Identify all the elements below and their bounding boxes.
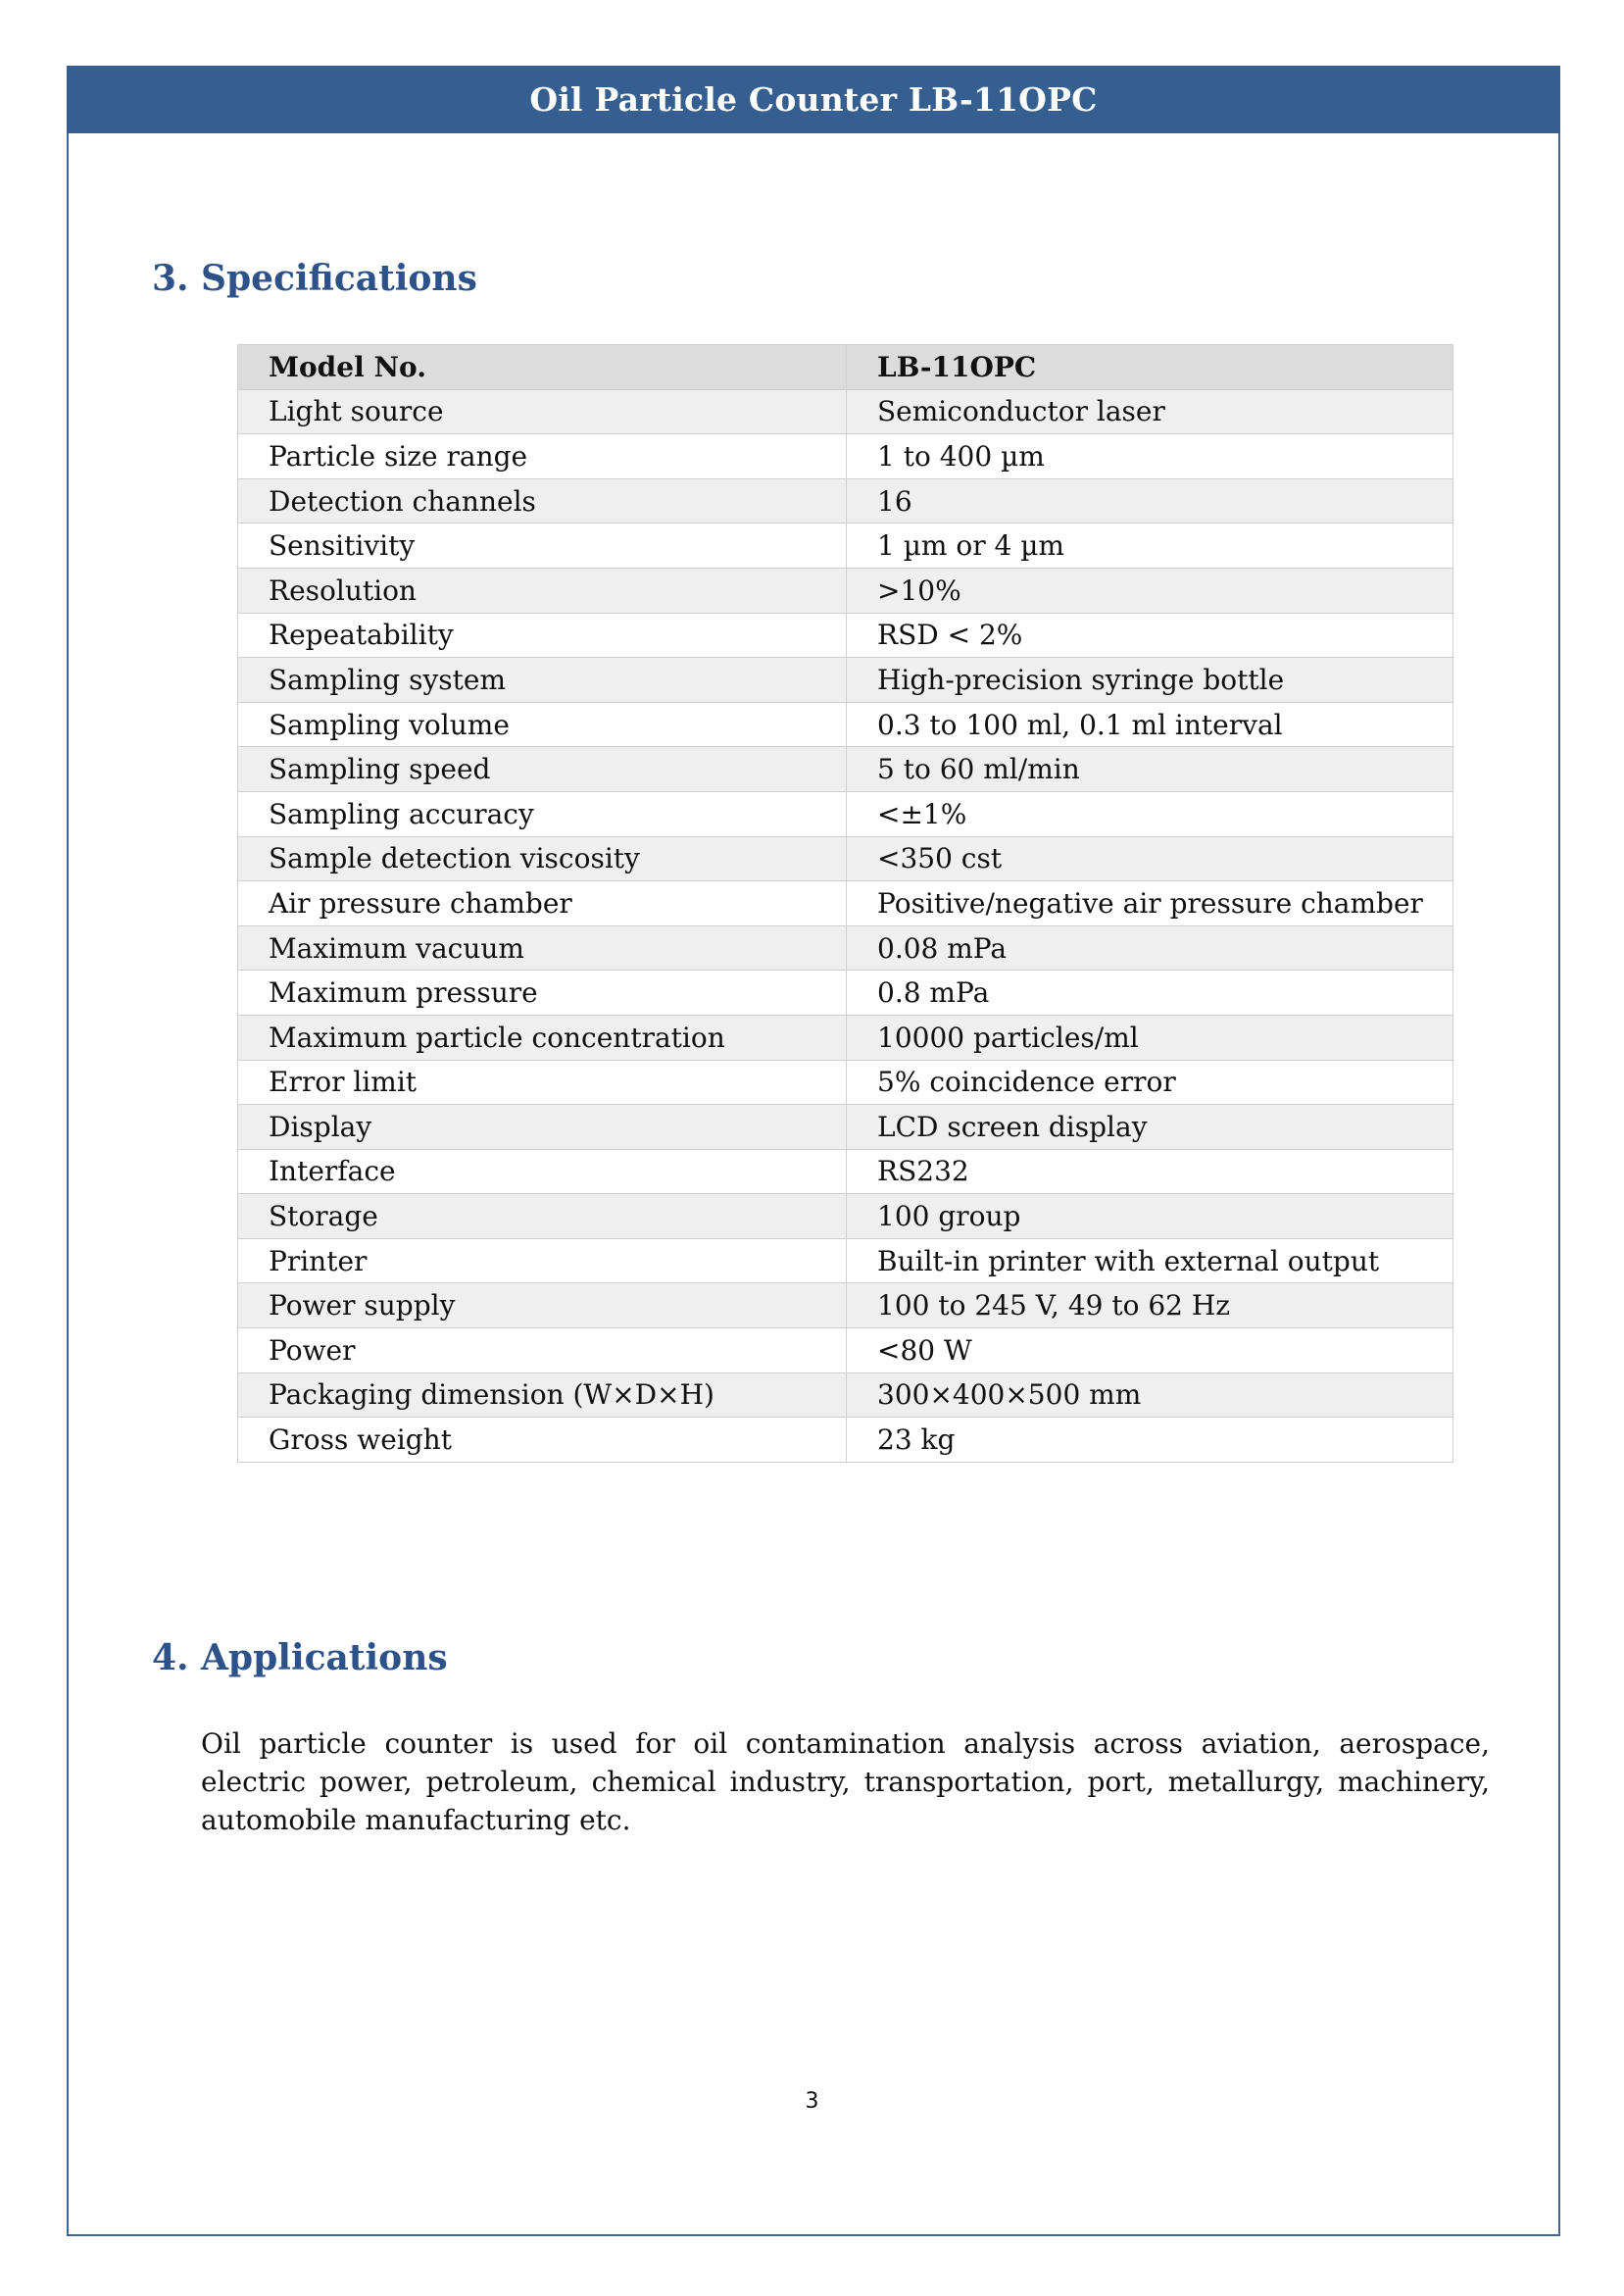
- applications-heading-number: 4.: [152, 1637, 189, 1678]
- spec-label: Sensitivity: [238, 524, 847, 569]
- table-row: [238, 1238, 1453, 1283]
- table-row: [238, 434, 1453, 479]
- table-row: [238, 1283, 1453, 1328]
- spec-value: 5% coincidence error: [847, 1060, 1453, 1105]
- spec-label: Detection channels: [238, 478, 847, 524]
- table-header-value: LB-11OPC: [847, 345, 1453, 390]
- spec-label: Sampling speed: [238, 747, 847, 792]
- table-header-row: [238, 345, 1453, 390]
- table-row: [238, 702, 1453, 747]
- table-row: [238, 389, 1453, 434]
- spec-value: LCD screen display: [847, 1105, 1453, 1150]
- spec-value: 0.3 to 100 ml, 0.1 ml interval: [847, 702, 1453, 747]
- spec-label: Power: [238, 1328, 847, 1373]
- applications-heading-title: Applications: [201, 1637, 448, 1678]
- spec-value: <80 W: [847, 1328, 1453, 1373]
- specifications-heading: [152, 258, 477, 299]
- spec-label: Sampling volume: [238, 702, 847, 747]
- table-row: [238, 971, 1453, 1016]
- spec-label: Error limit: [238, 1060, 847, 1105]
- table-header-label: Model No.: [238, 345, 847, 390]
- table-row: [238, 1373, 1453, 1418]
- spec-label: Gross weight: [238, 1418, 847, 1463]
- table-row: [238, 658, 1453, 703]
- table-row: [238, 1105, 1453, 1150]
- table-row: [238, 1194, 1453, 1239]
- spec-label: Display: [238, 1105, 847, 1150]
- spec-value: 23 kg: [847, 1418, 1453, 1463]
- table-row: [238, 1015, 1453, 1060]
- spec-value: 10000 particles/ml: [847, 1015, 1453, 1060]
- table-row: [238, 568, 1453, 613]
- table-row: [238, 1418, 1453, 1463]
- specifications-table: [237, 344, 1453, 1463]
- table-row: [238, 925, 1453, 971]
- spec-label: Sample detection viscosity: [238, 836, 847, 881]
- spec-value: RSD < 2%: [847, 613, 1453, 658]
- applications-heading: [152, 1637, 448, 1678]
- table-row: [238, 524, 1453, 569]
- document-title: Oil Particle Counter LB-11OPC: [529, 80, 1098, 119]
- spec-label: Repeatability: [238, 613, 847, 658]
- spec-value: >10%: [847, 568, 1453, 613]
- table-row: [238, 478, 1453, 524]
- table-row: [238, 613, 1453, 658]
- spec-value: 1 to 400 µm: [847, 434, 1453, 479]
- table-row: [238, 836, 1453, 881]
- spec-value: 5 to 60 ml/min: [847, 747, 1453, 792]
- spec-value: 0.08 mPa: [847, 925, 1453, 971]
- spec-value: High-precision syringe bottle: [847, 658, 1453, 703]
- table-row: [238, 881, 1453, 926]
- spec-label: Resolution: [238, 568, 847, 613]
- spec-value: 1 µm or 4 µm: [847, 524, 1453, 569]
- table-row: [238, 1328, 1453, 1373]
- applications-paragraph: Oil particle counter is used for oil contamination analysis across aviation, aerospace, electric power, petroleum, chemical industry, transportation, port, metallurgy, machinery, automobile manufacturing etc.: [201, 1727, 1490, 1836]
- spec-label: Maximum vacuum: [238, 925, 847, 971]
- spec-value: 100 group: [847, 1194, 1453, 1239]
- spec-value: Positive/negative air pressure chamber: [847, 881, 1453, 926]
- spec-value: 0.8 mPa: [847, 971, 1453, 1016]
- specifications-heading-title: Specifications: [201, 258, 477, 299]
- page-number: 3: [805, 2089, 819, 2114]
- spec-label: Storage: [238, 1194, 847, 1239]
- spec-value: Semiconductor laser: [847, 389, 1453, 434]
- spec-value: 300×400×500 mm: [847, 1373, 1453, 1418]
- table-row: [238, 1060, 1453, 1105]
- table-row: [238, 1149, 1453, 1194]
- table-row: [238, 791, 1453, 836]
- spec-label: Interface: [238, 1149, 847, 1194]
- spec-label: Power supply: [238, 1283, 847, 1328]
- spec-label: Maximum pressure: [238, 971, 847, 1016]
- spec-label: Sampling accuracy: [238, 791, 847, 836]
- spec-value: <±1%: [847, 791, 1453, 836]
- spec-label: Particle size range: [238, 434, 847, 479]
- spec-label: Air pressure chamber: [238, 881, 847, 926]
- spec-label: Printer: [238, 1238, 847, 1283]
- spec-value: Built-in printer with external output: [847, 1238, 1453, 1283]
- spec-label: Packaging dimension (W×D×H): [238, 1373, 847, 1418]
- spec-value: <350 cst: [847, 836, 1453, 881]
- spec-value: 100 to 245 V, 49 to 62 Hz: [847, 1283, 1453, 1328]
- spec-value: 16: [847, 478, 1453, 524]
- specifications-heading-number: 3.: [152, 258, 189, 299]
- spec-label: Sampling system: [238, 658, 847, 703]
- header-bar: [67, 66, 1560, 133]
- table-row: [238, 747, 1453, 792]
- spec-value: RS232: [847, 1149, 1453, 1194]
- spec-label: Maximum particle concentration: [238, 1015, 847, 1060]
- spec-label: Light source: [238, 389, 847, 434]
